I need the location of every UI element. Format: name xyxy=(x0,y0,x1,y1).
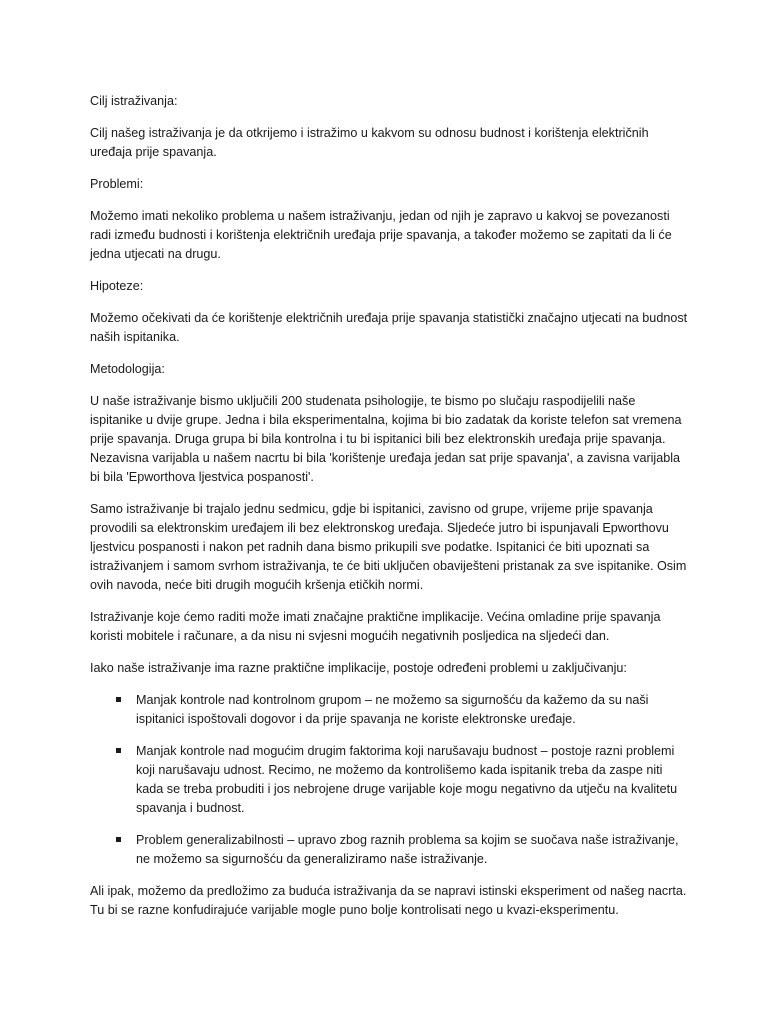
paragraph-problems: Možemo imati nekoliko problema u našem istraživanju, jedan od njih je zapravo u kakvoj se povezanosti radi između budnosti i korištenja električnih uređaja prije spavanja, a također možemo se zapitati da li će jedna utjecati na drugu. xyxy=(90,209,672,261)
list-item xyxy=(90,742,690,818)
list-item-text: Manjak kontrole nad kontrolnom grupom – ne možemo sa sigurnošću da kažemo da su naši ispitanici ispoštovali dogovor i da prije spavanja ne koriste elektronske uređaje. xyxy=(136,693,649,726)
paragraph-implications: Istraživanje koje ćemo raditi može imati značajne praktične implikacije. Većina omladine prije spavanja koristi mobitele i računare, a da nisu ni svjesni mogućih negativnih posljedica na sljedeći dan. xyxy=(90,610,661,643)
limitations-list xyxy=(90,691,690,869)
list-item xyxy=(90,691,690,729)
list-item-text: Manjak kontrole nad mogućim drugim faktorima koji narušavaju budnost – postoje razni problemi koji narušavaju udnost. Recimo, ne možemo da kontrolišemo kada ispitanik treba da zaspe niti kada se treba probuditi i jos nebrojene druge varijable koje mogu negativno da utječu na kvalitetu spavanja i budnost. xyxy=(136,744,678,815)
list-item-text: Problem generalizabilnosti – upravo zbog raznih problema sa kojim se suočava naše istraživanje, ne možemo sa sigurnošću da generaliziramo naše istraživanje. xyxy=(136,833,679,866)
square-bullet-icon xyxy=(116,697,121,702)
paragraph-limits-intro: Iako naše istraživanje ima razne praktične implikacije, postoje određeni problemi u zaključivanju: xyxy=(90,661,627,675)
paragraph-method-2: Samo istraživanje bi trajalo jednu sedmicu, gdje bi ispitanici, zavisno od grupe, vrijeme prije spavanja provodili sa elektronskim uređajem ili bez elektronskog uređaja. Sljedeće jutro bi ispunjavali Epworthovu ljestvicu pospanosti i nakon pet radnih dana bismo prikupili sve podatke. Ispitanici će biti upoznati sa istraživanjem i samom svrhom istraživanja, te će biti uključen obaviješteni pristanak za sve ispitanike. Osim ovih navoda, neće biti drugih mogućih kršenja etičkih normi. xyxy=(90,502,687,592)
heading-goal: Cilj istraživanja: xyxy=(90,94,178,108)
heading-methodology: Metodologija: xyxy=(90,362,165,376)
paragraph-conclusion: Ali ipak, možemo da predložimo za buduća istraživanja da se napravi istinski eksperiment od našeg nacrta. Tu bi se razne konfudirajuće varijable mogle puno bolje kontrolisati nego u kvazi-eksperimentu. xyxy=(90,884,687,917)
heading-hypotheses: Hipoteze: xyxy=(90,279,144,293)
paragraph-goal: Cilj našeg istraživanja je da otkrijemo i istražimo u kakvom su odnosu budnost i korištenja električnih uređaja prije spavanja. xyxy=(90,126,649,159)
square-bullet-icon xyxy=(116,837,121,842)
document-page xyxy=(90,92,690,933)
paragraph-method-1: U naše istraživanje bismo uključili 200 studenata psihologije, te bismo po slučaju raspodijelili naše ispitanike u dvije grupe. Jedna i bila eksperimentalna, kojima bi bio zadatak da koriste telefon sat vremena prije spavanja. Druga grupa bi bila kontrolna i tu bi ispitanici bili bez elektronskih uređaja prije spavanja. Nezavisna varijabla u našem nacrtu bi bila 'korištenje uređaja jedan sat prije spavanja', a zavisna varijabla bi bila 'Epworthova ljestvica pospanosti'. xyxy=(90,394,682,484)
square-bullet-icon xyxy=(116,748,121,753)
list-item xyxy=(90,831,690,869)
heading-problems: Problemi: xyxy=(90,177,144,191)
paragraph-hypotheses: Možemo očekivati da će korištenje električnih uređaja prije spavanja statistički značajno utjecati na budnost naših ispitanika. xyxy=(90,311,688,344)
